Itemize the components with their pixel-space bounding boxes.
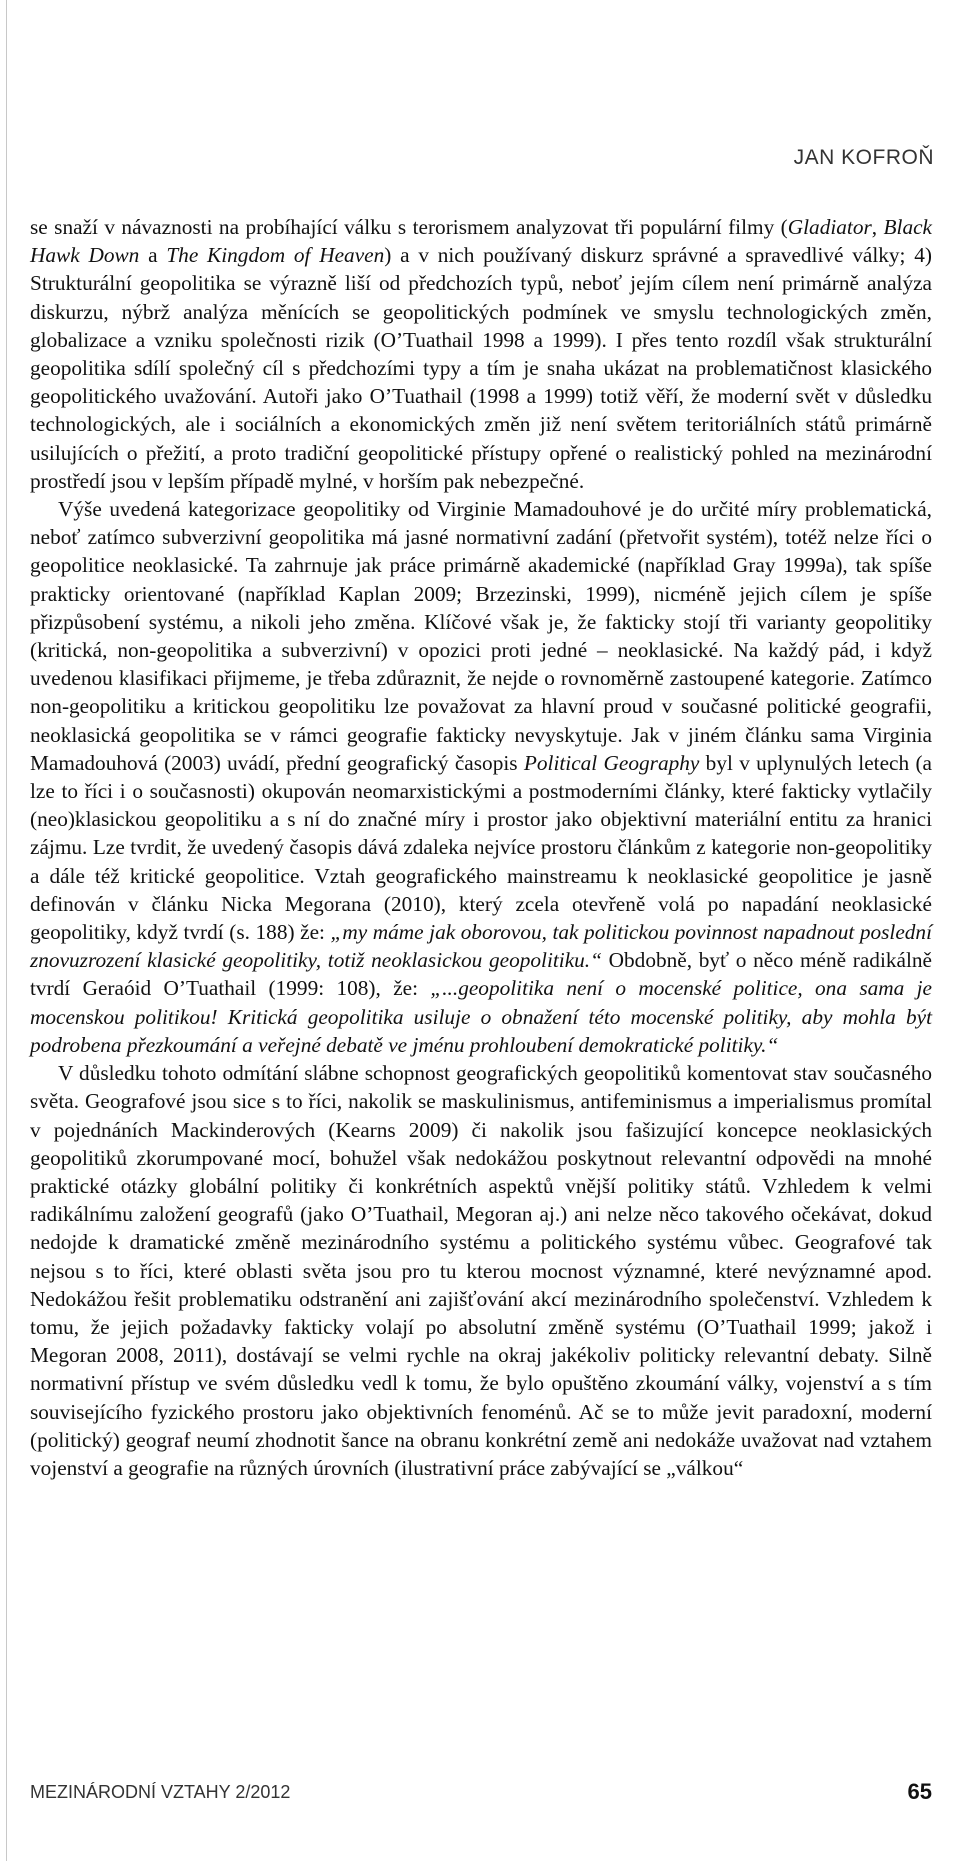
text-run: a xyxy=(139,243,167,268)
text-run: ) a v nich používaný diskurz správné a spravedlivé války; 4) Strukturální geopolitika se výrazně liší od předchozích typů, neboť jejím cílem není primárně analýza diskurzu, nýbrž analýza měnících se geopolitických podmínek ve smyslu technologických změn, globalizace a vzniku společnosti rizik (O’Tuathail 1998 a 1999). I přes tento rozdíl však strukturální geopolitika sdílí společný cíl s předchozími typy a tím je snaha ukázat na problematičnost klasického geopolitického uvažování. Autoři jako O’Tuathail (1998 a 1999) totiž věří, že moderní svět v důsledku technologických, ale i sociálních a ekonomických změn již není světem teritoriálních států primárně usilujících o přežití, a proto tradiční geopolitické přístupy opřené o realistický pohled na mezinárodní prostředí jsou v lepším případě mylné, v horším pak nebezpečné. xyxy=(30,243,932,493)
italic-text-run: Black Hawk Down xyxy=(30,215,933,268)
paragraph-3 xyxy=(30,1059,932,1482)
left-edge-rule xyxy=(6,0,7,1861)
italic-text-run: „my máme jak oborovou, tak politickou povinnost napadnout poslední znovuzrození klasické geopolitiky, totiž neoklasickou geopolitiku.“ xyxy=(30,920,932,973)
text-run: Obdobně, byť o něco méně radikálně tvrdí Geraóid O’Tuathail (1999: 108), že: xyxy=(30,948,932,1001)
article-body xyxy=(30,213,932,1482)
text-run: Výše uvedená kategorizace geopolitiky od Virginie Mamadouhové je do určité míry problematická, neboť zatímco subverzivní geopolitika má jasné normativní zadání (přetvořit systém), totéž nelze říci o geopolitice neoklasické. Ta zahrnuje jak práce primárně akademické (například Gray 1999a), tak spíše prakticky orientované (například Kaplan 2009; Brzezinski, 1999), nicméně jejich cílem je spíše přizpůsobení systému, a nikoli jeho změna. Klíčové však je, že fakticky stojí tři varianty geopolitiky (kritická, non-geopolitika a subverzivní) v opozici proti jedné – neoklasické. Na každý pád, i když uvedenou klasifikaci přijmeme, je třeba zdůraznit, že nejde o rovnoměrně zastoupené kategorie. Zatímco non-geopolitiku a kritickou geopolitiku lze považovat za hlavní proud v současné politické geografii, neoklasická geopolitika se v rámci geografie fakticky nevyskytuje. Jak v jiném článku sama Virginia Mamadouhová (2003) uvádí, přední geografický časopis xyxy=(30,497,932,775)
text-run: V důsledku tohoto odmítání slábne schopnost geografických geopolitiků komentovat stav současného světa. Geografové jsou sice s to říci, nakolik se maskulinismus, antifeminismus a imperialismus promítal v pojednáních Mackinderových (Kearns 2009) či nakolik jsou fašizující koncepce neoklasických geopolitiků zkorumpované mocí, bohužel však nedokážou poskytnout relevantní odpovědi na mnohé praktické otázky globální politiky či konkrétních aspektů vnější politiky států. Vzhledem k velmi radikálnímu založení geografů (jako O’Tuathail, Megoran aj.) ani nelze něco takového očekávat, dokud nedojde k dramatické změně mezinárodního systému a politického systému vůbec. Geografové tak nejsou s to říci, které oblasti světa jsou pro tu kterou mocnost významné, které nevýznamné apod. Nedokážou řešit problematiku odstranění ani zajišťování akcí mezinárodního společenství. Vzhledem k tomu, že jejich požadavky fakticky volají po absolutní změně systému (O’Tuathail 1999; jakož i Megoran 2008, 2011), dostávají se velmi rychle na okraj jakékoliv politicky relevantní debaty. Silně normativní přístup ve svém důsledku vedl k tomu, že bylo opuštěno zkoumání války, vojenství a s tím souvisejícího fyzického prostoru jako objektivních fenoménů. Ač se to může jevit paradoxní, moderní (politický) geograf neumí zhodnotit šance na obranu konkrétní země ani nedokáže uvažovat nad vztahem vojenství a geografie na různých úrovních (ilustrativní práce zabývající se „válkou“ xyxy=(30,1061,932,1480)
footer-journal-issue: MEZINÁRODNÍ VZTAHY 2/2012 xyxy=(30,1782,291,1802)
text-run: se snaží v návaznosti na probíhající válku s terorismem analyzovat tři populární filmy ( xyxy=(30,215,788,239)
footer-page-number: 65 xyxy=(907,1779,932,1804)
italic-text-run: Political Geography xyxy=(523,750,700,775)
running-header-author: JAN KOFROŇ xyxy=(793,146,934,169)
italic-text-run: „...geopolitika není o mocenské politice, ona sama je mocenskou politikou! Kritická geopolitika usiluje o obnažení této mocenské politiky, aby mohla být podrobena přezkoumání a veřejné debatě ve jménu prohloubení demokratické politiky.“ xyxy=(30,976,933,1057)
paragraph-1 xyxy=(30,213,932,495)
italic-text-run: The Kingdom of Heaven xyxy=(166,243,385,268)
text-run: , xyxy=(871,215,884,239)
text-run: byl v uplynulých letech (a lze to říci i o současnosti) okupován neomarxistickými a postmoderními články, které fakticky vytlačily (neo)klasickou geopolitiku a s ní do značné míry i prostor jako objektivní materiální entitu za hranici zájmu. Lze tvrdit, že uvedený časopis dává zdaleka nejvíce prostoru článkům z kategorie non-geopolitiky a dále též kritické geopolitice. Vztah geografického mainstreamu k neoklasické geopolitice je jasně definován v článku Nicka Megorana (2010), který zcela otevřeně volá po napadání neoklasické geopolitiky, když tvrdí (s. 188) že: xyxy=(30,750,933,945)
paragraph-2 xyxy=(30,495,932,1059)
italic-text-run: Gladiator xyxy=(787,215,872,239)
